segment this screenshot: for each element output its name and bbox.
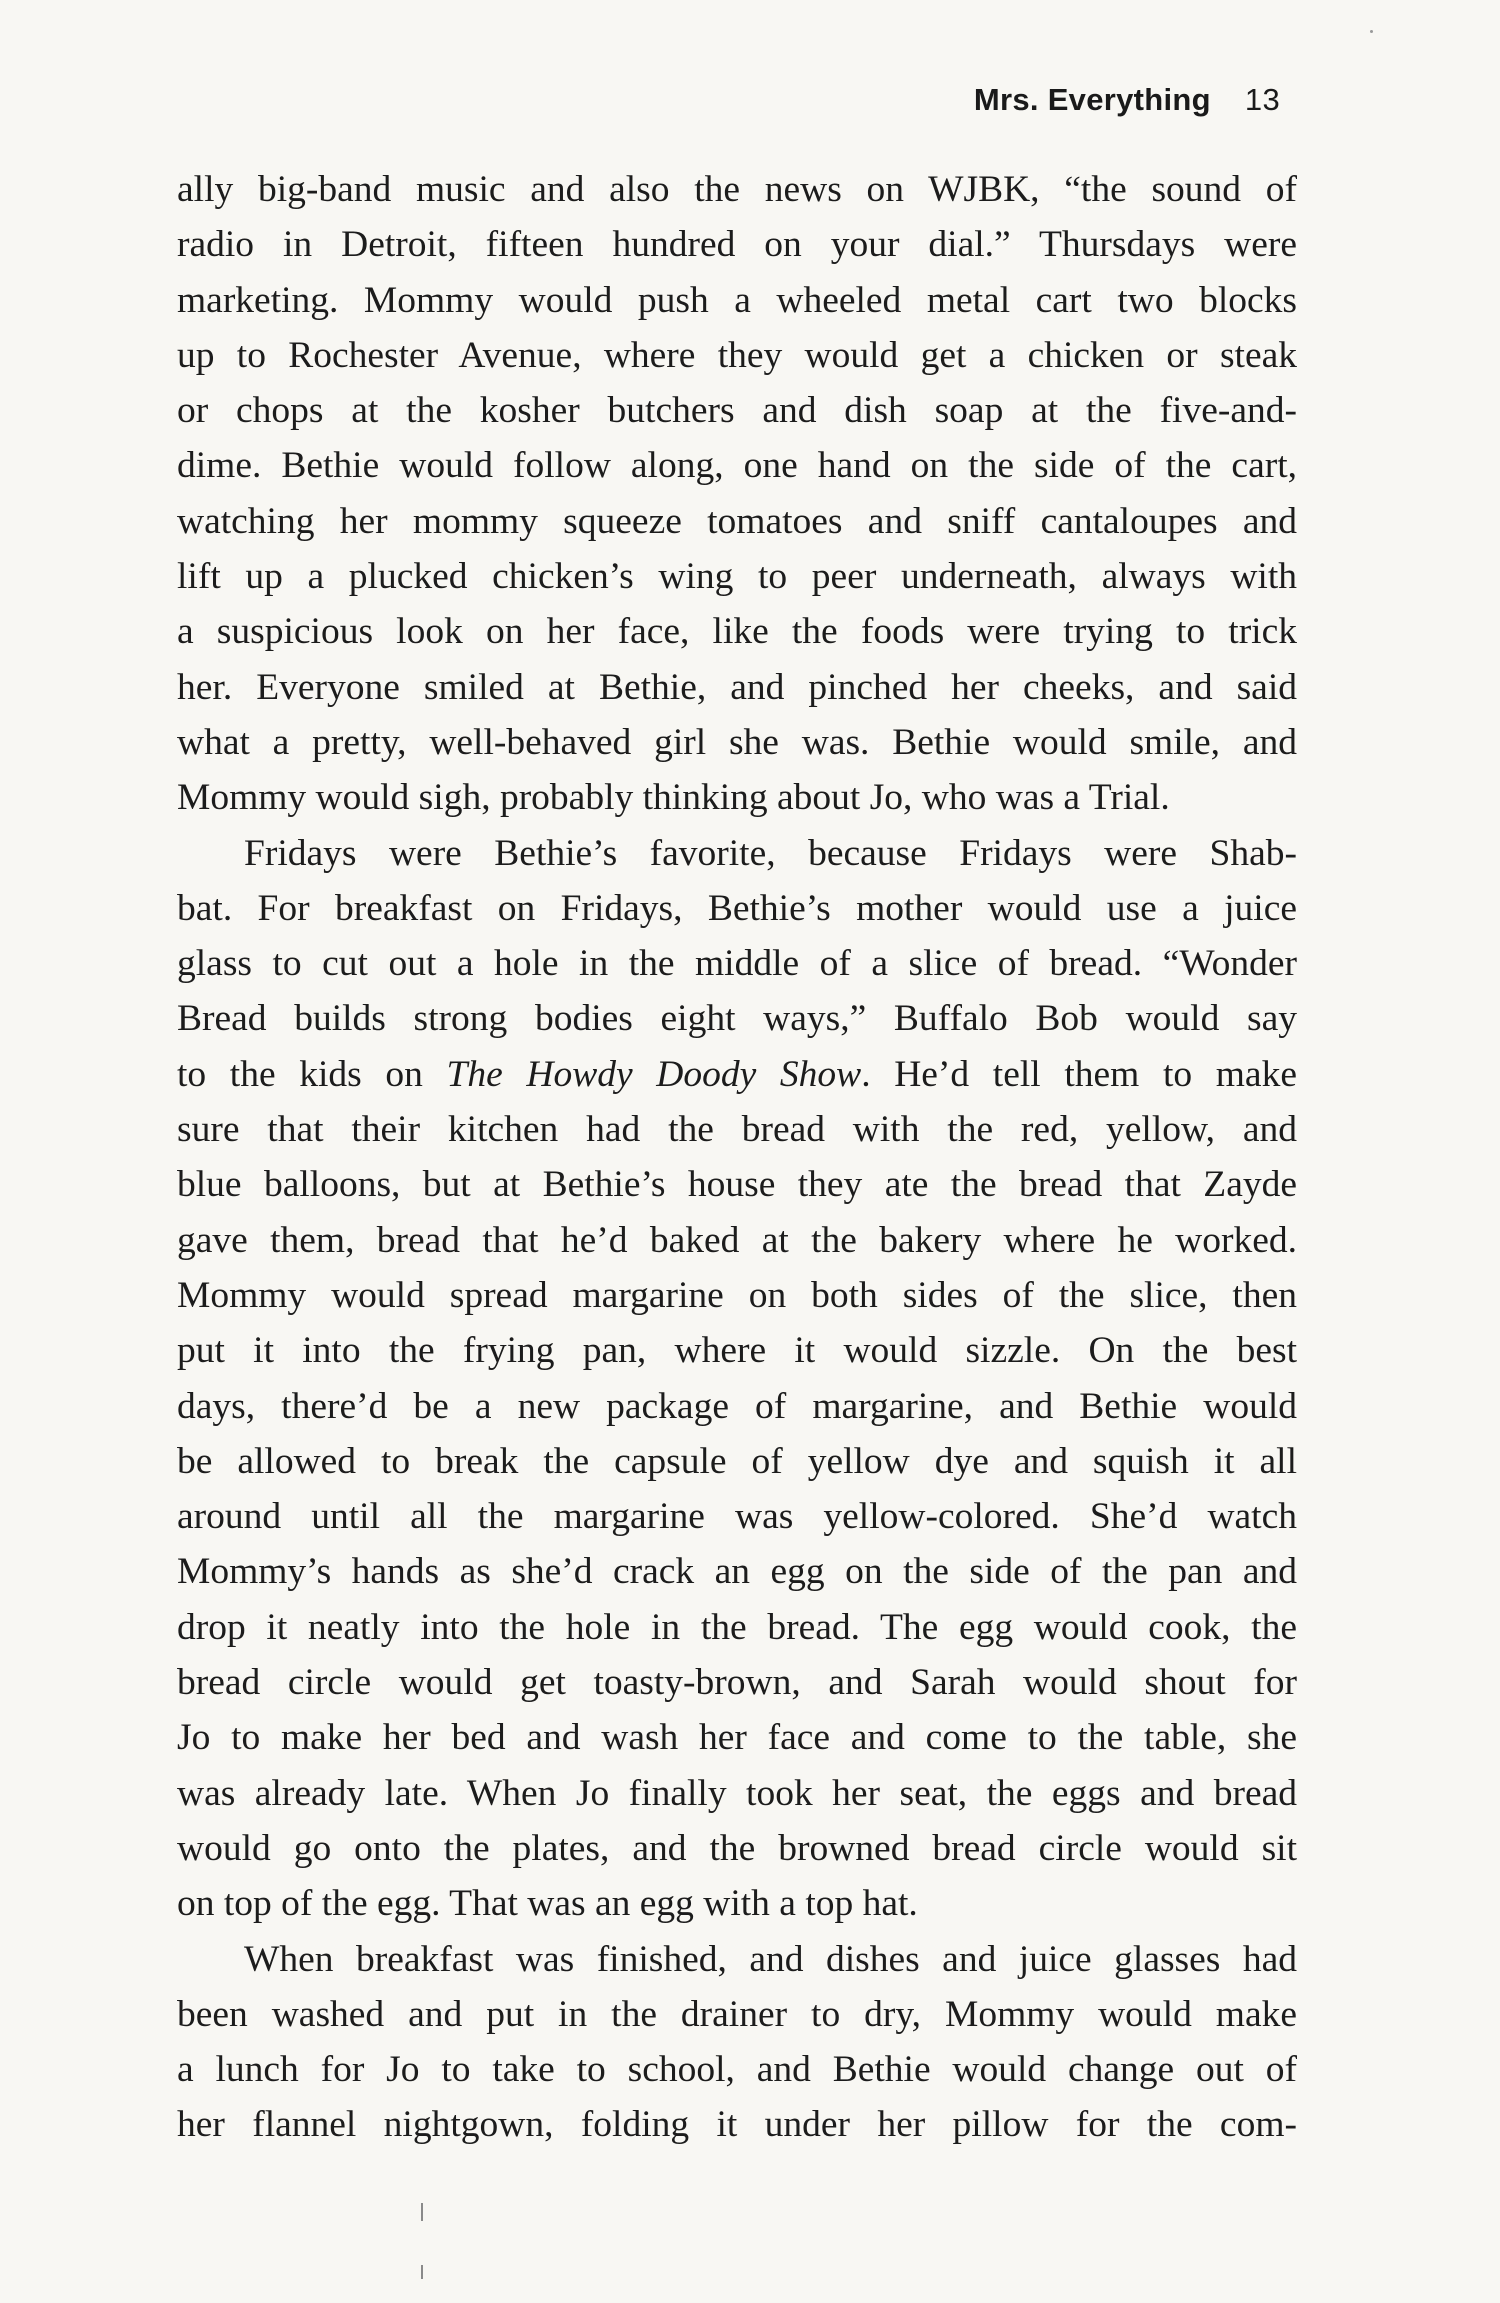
text-line: lift up a plucked chicken’s wing to peer underneath, always with xyxy=(177,556,1297,598)
text-line: put it into the frying pan, where it would sizzle. On the best xyxy=(177,1330,1297,1372)
text-line: blue balloons, but at Bethie’s house they ate the bread that Zayde xyxy=(177,1164,1297,1206)
text-line: her. Everyone smiled at Bethie, and pinched her cheeks, and said xyxy=(177,666,1297,708)
text-line: her flannel nightgown, folding it under her pillow for the com- xyxy=(177,2104,1297,2146)
text-line: dime. Bethie would follow along, one hand on the side of the cart, xyxy=(177,445,1297,487)
text-line: marketing. Mommy would push a wheeled metal cart two blocks xyxy=(177,279,1297,321)
scan-mark xyxy=(421,2265,423,2279)
text-line: on top of the egg. That was an egg with a top hat. xyxy=(177,1883,918,1925)
text-line: Mommy would sigh, probably thinking about Jo, who was a Trial. xyxy=(177,777,1170,819)
body-text xyxy=(177,162,1297,2153)
text-line: be allowed to break the capsule of yellow dye and squish it all xyxy=(177,1440,1297,1482)
text-line: Jo to make her bed and wash her face and come to the table, she xyxy=(177,1717,1297,1759)
text-line: a lunch for Jo to take to school, and Bethie would change out of xyxy=(177,2049,1297,2091)
book-title: Mrs. Everything xyxy=(973,82,1211,117)
page-number: 13 xyxy=(1244,82,1280,117)
text-line: bread circle would get toasty-brown, and Sarah would shout for xyxy=(177,1662,1297,1704)
text-line: or chops at the kosher butchers and dish soap at the five-and- xyxy=(177,390,1297,432)
text-line: ally big-band music and also the news on WJBK, “the sound of xyxy=(177,169,1297,210)
show-title: The Howdy Doody Show xyxy=(446,1053,862,1095)
text-line: gave them, bread that he’d baked at the bakery where he worked. xyxy=(177,1219,1297,1261)
text-line: When breakfast was finished, and dishes and juice glasses had xyxy=(244,1938,1297,1980)
text-line: watching her mommy squeeze tomatoes and sniff cantaloupes and xyxy=(177,500,1297,542)
text-line: been washed and put in the drainer to dry, Mommy would make xyxy=(177,1993,1297,2035)
running-header xyxy=(974,82,1280,118)
text-line: what a pretty, well-behaved girl she was. Bethie would smile, and xyxy=(177,721,1297,763)
text-line: radio in Detroit, fifteen hundred on your dial.” Thursdays were xyxy=(177,224,1297,266)
text-line: around until all the margarine was yellow-colored. She’d watch xyxy=(177,1496,1297,1538)
text-line: Mommy’s hands as she’d crack an egg on the side of the pan and xyxy=(177,1551,1297,1593)
text-line: Mommy would spread margarine on both sides of the slice, then xyxy=(177,1274,1297,1316)
text-line: would go onto the plates, and the browned bread circle would sit xyxy=(177,1827,1297,1869)
scan-mark xyxy=(421,2203,423,2221)
text-line: drop it neatly into the hole in the bread. The egg would cook, the xyxy=(177,1606,1297,1648)
text-line: glass to cut out a hole in the middle of a slice of bread. “Wonder xyxy=(177,943,1297,985)
text-line: was already late. When Jo finally took her seat, the eggs and bread xyxy=(177,1772,1297,1814)
text-line: days, there’d be a new package of margarine, and Bethie would xyxy=(177,1385,1297,1427)
text-line: sure that their kitchen had the bread with the red, yellow, and xyxy=(177,1109,1297,1151)
text-line: to the kids on The Howdy Doody Show. He’d tell them to make xyxy=(177,1053,1297,1095)
text-line: Fridays were Bethie’s favorite, because Fridays were Shab- xyxy=(244,832,1297,874)
text-line: bat. For breakfast on Fridays, Bethie’s mother would use a juice xyxy=(177,887,1297,929)
text-line: Bread builds strong bodies eight ways,” Buffalo Bob would say xyxy=(177,998,1297,1040)
scan-speck xyxy=(1370,30,1373,33)
text-line: up to Rochester Avenue, where they would get a chicken or steak xyxy=(177,334,1297,376)
text-line: a suspicious look on her face, like the foods were trying to trick xyxy=(177,611,1297,653)
